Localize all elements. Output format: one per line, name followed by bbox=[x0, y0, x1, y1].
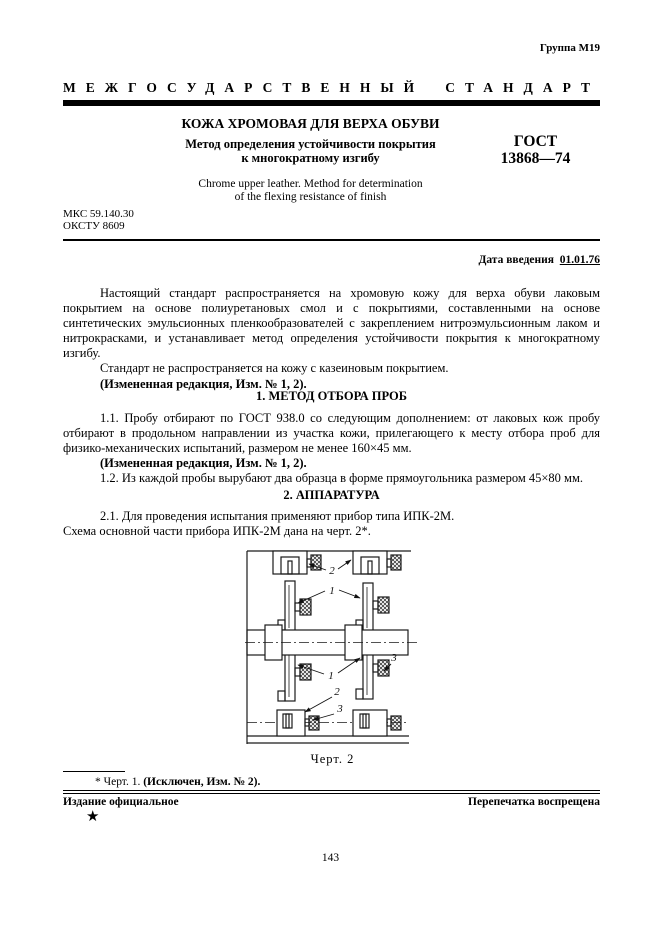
gost-label: ГОСТ bbox=[513, 133, 558, 150]
footnote-note: (Исключен, Изм. № 2). bbox=[143, 776, 261, 788]
clause-1-1: 1.1. Пробу отбирают по ГОСТ 938.0 со следующим дополнением: от лаковых кож пробу отбирают в продольном направлении из участка кожи, прилегающего к месту отбора проб для физико-механических испытаний, размером не менее 160×45 мм. bbox=[63, 411, 600, 456]
okstu-code: ОКСТУ 8609 bbox=[63, 219, 125, 232]
official-edition-label: Издание официальное bbox=[63, 796, 179, 808]
subtitle-line-1: Метод определения устойчивости покрытия bbox=[185, 137, 436, 151]
section1-heading: 1. МЕТОД ОТБОРА ПРОБ bbox=[255, 389, 408, 403]
section1-body bbox=[63, 411, 600, 486]
intro-paragraph-1: Настоящий стандарт распространяется на хромовую кожу для верха обуви лаковым покрытием на основе полиуретановых смол и с покрытиями, составленными на основе синтетических эмульсионных пленкообразователей с закреплением нитроэмульсионным лаком и нитрокрасками, и устанавливает метод определения устойчивости покрытия к многократному изгибу. bbox=[63, 286, 600, 361]
introduction-date bbox=[478, 254, 600, 266]
figure-label-1-bottom: 1 bbox=[328, 670, 334, 682]
standard-word-2: СТАНДАРТ bbox=[445, 80, 600, 95]
figure-label-3-bottom: 3 bbox=[337, 703, 343, 715]
footer bbox=[63, 796, 600, 808]
date-label: Дата введения bbox=[478, 254, 554, 266]
header-rule bbox=[63, 100, 600, 106]
clause-2-1: 2.1. Для проведения испытания применяют прибор типа ИПК-2М. bbox=[100, 509, 455, 523]
gost-designation bbox=[478, 133, 593, 167]
horizontal-rule-top bbox=[63, 239, 600, 241]
section1-amendment-note: (Измененная редакция, Изм. № 1, 2). bbox=[100, 456, 307, 471]
intro-section bbox=[63, 286, 600, 392]
apparatus-diagram bbox=[245, 548, 420, 760]
star-icon: ★ bbox=[86, 809, 100, 825]
clause-2-1-continued: Схема основной части прибора ИПК-2М дана на черт. 2*. bbox=[63, 524, 371, 539]
figure-chert-2 bbox=[245, 548, 420, 760]
section2-body bbox=[63, 509, 600, 539]
section2-heading: 2. АППАРАТУРА bbox=[283, 488, 380, 502]
page-number: 143 bbox=[321, 852, 340, 864]
footnote-prefix: * Черт. 1. bbox=[95, 776, 144, 788]
document-title-english bbox=[63, 178, 558, 204]
date-value: 01.01.76 bbox=[559, 254, 600, 266]
figure-caption: Черт. 2 bbox=[310, 752, 355, 766]
document-title: КОЖА ХРОМОВАЯ ДЛЯ ВЕРХА ОБУВИ bbox=[181, 116, 440, 131]
reprint-prohibited-label: Перепечатка воспрещена bbox=[468, 796, 600, 808]
intro-amendment-note: (Измененная редакция, Изм. № 1, 2). bbox=[100, 376, 307, 391]
figure-label-2-top: 2 bbox=[329, 565, 335, 577]
figure-label-3-right: 3 bbox=[391, 652, 397, 664]
fixed-clamp-top-left bbox=[273, 551, 321, 574]
footnote-separator bbox=[63, 771, 125, 772]
group-label: Группа М19 bbox=[539, 42, 600, 54]
title-en-line-1: Chrome upper leather. Method for determination bbox=[198, 178, 423, 190]
title-en-line-2: of the flexing resistance of finish bbox=[234, 191, 387, 203]
subtitle-line-2: к многократному изгибу bbox=[241, 150, 380, 165]
standard-word-1: МЕЖГОСУДАРСТВЕННЫЙ bbox=[63, 80, 425, 95]
gost-number: 13868—74 bbox=[500, 150, 571, 167]
fixed-clamp-bottom-right bbox=[353, 710, 401, 736]
footer-rule bbox=[63, 790, 600, 794]
clause-1-2: 1.2. Из каждой пробы вырубают два образца в форме прямоугольника размером 45×80 мм. bbox=[100, 471, 584, 486]
classification-codes bbox=[63, 209, 134, 232]
figure-label-1-top: 1 bbox=[329, 585, 335, 597]
mks-code: МКС 59.140.30 bbox=[63, 208, 134, 220]
fixed-clamp-bottom-left bbox=[277, 710, 319, 736]
standard-type-heading bbox=[63, 80, 600, 96]
fixed-clamp-top-right bbox=[353, 551, 401, 574]
footnote bbox=[95, 776, 260, 788]
intro-paragraph-2: Стандарт не распространяется на кожу с казеиновым покрытием. bbox=[100, 361, 449, 376]
figure-label-2-bottom: 2 bbox=[334, 686, 340, 698]
